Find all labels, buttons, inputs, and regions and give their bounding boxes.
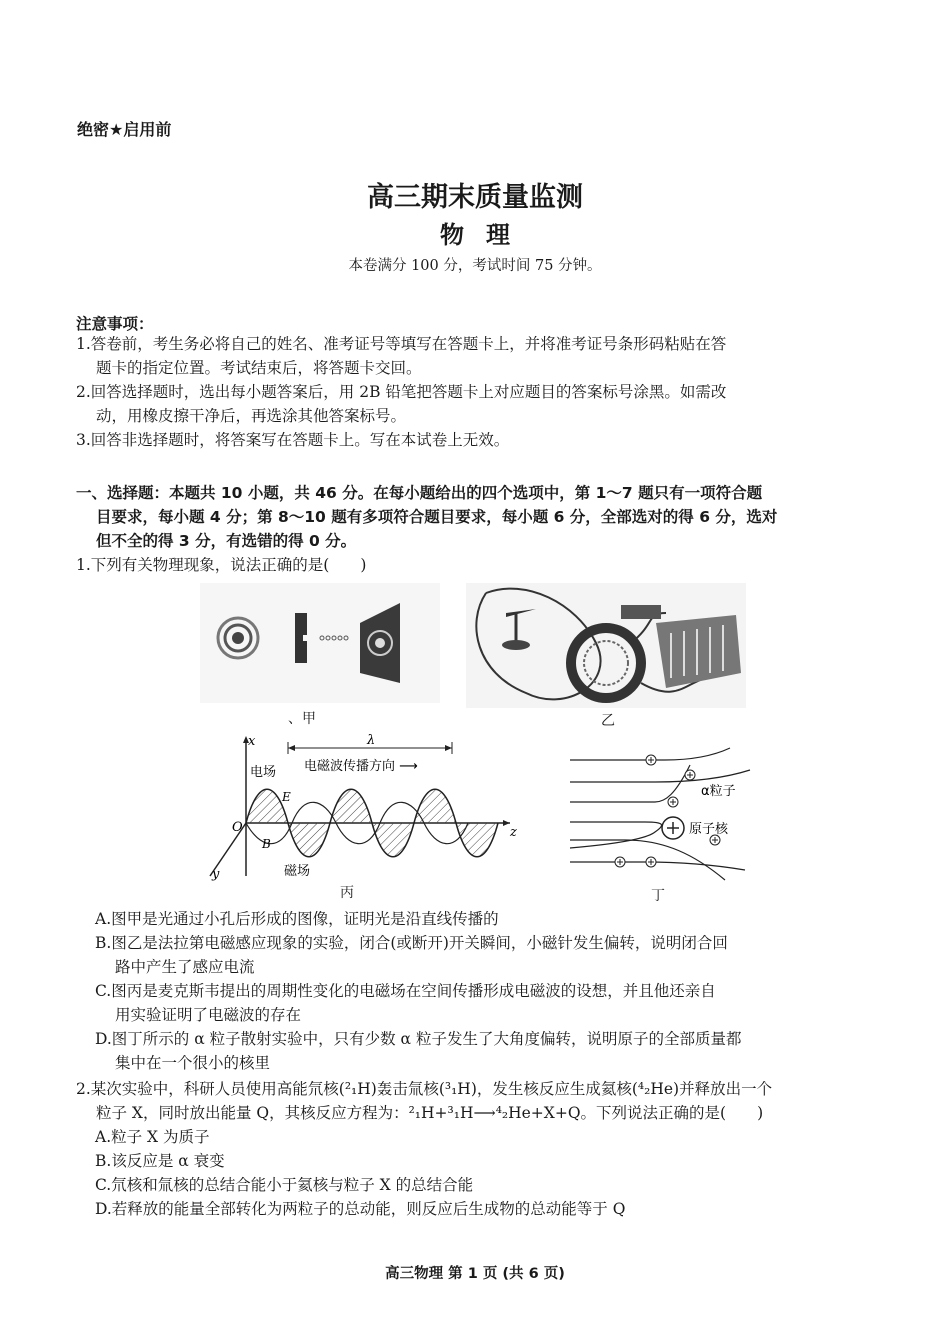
section-heading-line1: 一、选择题：本题共 10 小题，共 46 分。在每小题给出的四个选项中，第 1～7 题只有一项符合题	[76, 484, 763, 502]
label-x: x	[248, 734, 256, 749]
q2-stem	[76, 1077, 876, 1125]
q1-option-c: C.图丙是麦克斯韦提出的周期性变化的电磁场在空间传播形成电磁波的设想，并且他还亲自	[95, 982, 716, 1000]
label-efield: 电场	[250, 765, 277, 780]
alpha-track-6	[570, 862, 745, 870]
q2-stem-line1: 2.某次实验中，科研人员使用高能氘核(²₁H)轰击氚核(³₁H)，发生核反应生成氦核(⁴₂He)并释放出一个	[76, 1080, 773, 1098]
label-direction: 电磁波传播方向 ⟶	[304, 759, 418, 774]
notice-item-2: 2.回答选择题时，选出每小题答案后，用 2B 铅笔把答题卡上对应题目的答案标号涂黑。如需改	[76, 383, 727, 401]
notice-list	[76, 332, 876, 452]
label-y: y	[212, 867, 220, 882]
section-heading-line2: 目要求，每小题 4 分；第 8～10 题有多项符合题目要求，每小题 6 分，全部选对的得 6 分，选对	[96, 508, 778, 526]
label-bfield: 磁场	[284, 864, 311, 879]
figure-yi	[466, 583, 746, 708]
exam-meta: 本卷满分 100 分，考试时间 75 分钟。	[348, 258, 602, 274]
q1-option-d-cont: 集中在一个很小的核里	[115, 1054, 271, 1072]
alpha-track-3	[570, 765, 690, 802]
notice-item-2-cont: 动，用橡皮擦干净后，再选涂其他答案标号。	[96, 407, 407, 425]
figure-bing	[200, 728, 530, 883]
label-e: E	[282, 790, 291, 804]
figure-label-jia: 、甲	[288, 711, 316, 727]
q1-option-b-cont: 路中产生了感应电流	[115, 958, 255, 976]
q1-option-b: B.图乙是法拉第电磁感应现象的实验，闭合(或断开)开关瞬间，小磁针发生偏转，说明闭合回	[95, 934, 728, 952]
notice-heading: 注意事项：	[76, 315, 154, 333]
figure-ding	[565, 740, 765, 885]
label-lambda: λ	[367, 733, 376, 748]
q1-options	[95, 907, 885, 1075]
section-heading-line3: 但不全的得 3 分，有选错的得 0 分。	[96, 532, 357, 550]
q2-option-c: C.氘核和氚核的总结合能小于氦核与粒子 X 的总结合能	[95, 1176, 474, 1194]
alpha-track-2	[570, 770, 750, 782]
figure-label-ding: 丁	[651, 888, 665, 904]
q1-option-d: D.图丁所示的 α 粒子散射实验中，只有少数 α 粒子发生了大角度偏转，说明原子的全部质量都	[95, 1030, 742, 1048]
q2-options	[95, 1125, 885, 1221]
q2-stem-line2: 粒子 X，同时放出能量 Q，其核反应方程为：²₁H+³₁H⟶⁴₂He+X+Q。下列说法正确的是( )	[96, 1104, 764, 1122]
alpha-track-4	[570, 822, 662, 848]
q1-option-c-cont: 用实验证明了电磁波的存在	[115, 1006, 302, 1024]
switch-icon	[621, 605, 661, 619]
confidential-mark: 绝密★启用前	[77, 120, 172, 139]
notice-item-1: 1.答卷前，考生务必将自己的姓名、准考证号等填写在答题卡上，并将准考证号条形码粘贴在答	[76, 335, 727, 353]
q2-option-b: B.该反应是 α 衰变	[95, 1152, 225, 1170]
q1-stem: 1.下列有关物理现象，说法正确的是( )	[76, 556, 367, 574]
q2-option-a: A.粒子 X 为质子	[95, 1128, 210, 1146]
q2-option-d: D.若释放的能量全部转化为两粒子的总动能，则反应后生成物的总动能等于 Q	[95, 1200, 626, 1218]
diffraction-pattern-icon	[218, 618, 258, 658]
label-alpha: α粒子	[701, 784, 736, 799]
q1-option-a: A.图甲是光通过小孔后形成的图像，证明光是沿直线传播的	[95, 910, 499, 928]
label-origin: O	[232, 820, 243, 835]
label-z: z	[510, 825, 517, 840]
exam-subject: 物理	[440, 220, 532, 249]
section-heading	[76, 481, 876, 553]
figure-label-yi: 乙	[601, 713, 615, 729]
label-b: B	[262, 837, 271, 851]
notice-item-1-cont: 题卡的指定位置。考试结束后，将答题卡交回。	[96, 359, 422, 377]
page-footer: 高三物理 第 1 页 (共 6 页)	[385, 1266, 565, 1282]
figure-label-bing: 丙	[340, 885, 354, 901]
label-nucleus: 原子核	[689, 822, 729, 837]
notice-item-3: 3.回答非选择题时，将答案写在答题卡上。写在本试卷上无效。	[76, 431, 510, 449]
exam-title: 高三期末质量监测	[367, 182, 583, 213]
figure-jia	[200, 583, 440, 703]
